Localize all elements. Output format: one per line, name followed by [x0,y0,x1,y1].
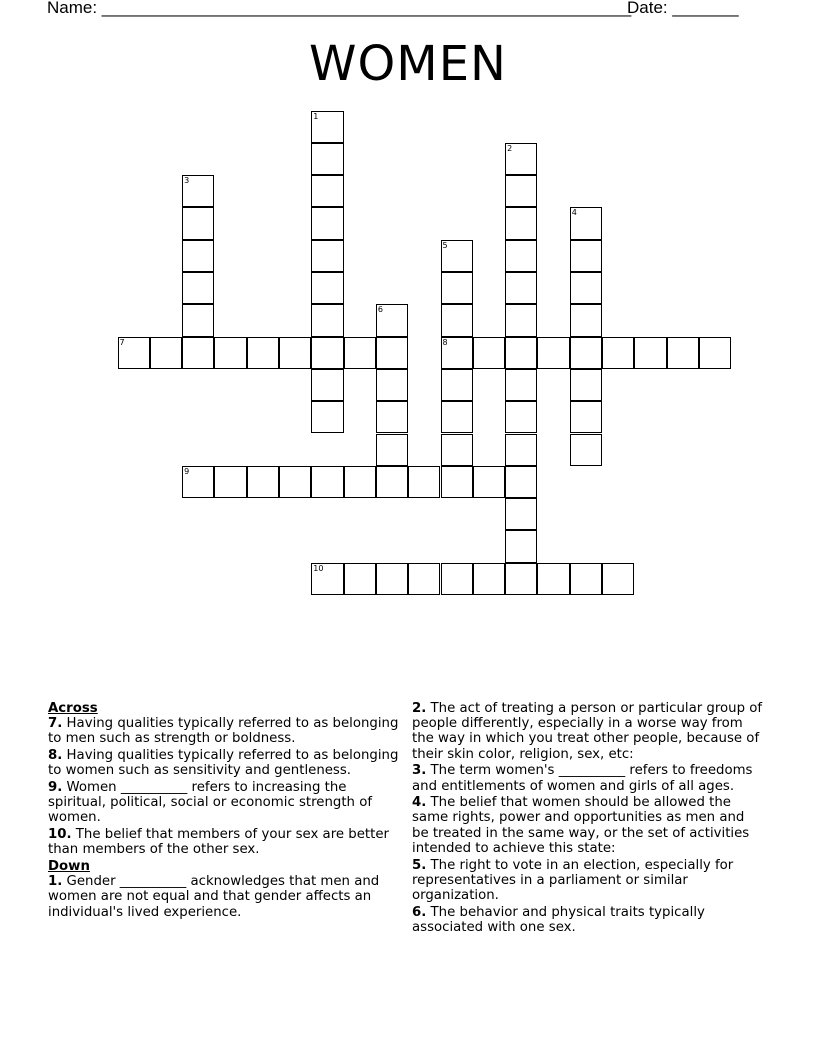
crossword-cell[interactable] [537,563,569,595]
crossword-cell[interactable] [118,337,150,369]
clue-number: 10. [48,827,72,843]
crossword-cell[interactable] [311,369,343,401]
cell-number: 7 [119,337,125,347]
crossword-cell[interactable] [182,240,214,272]
crossword-cell[interactable] [182,272,214,304]
crossword-cell[interactable] [247,337,279,369]
crossword-cell[interactable] [311,272,343,304]
clue-down-3 [412,763,764,793]
cell-number: 2 [507,143,513,153]
clue-number: 5. [412,857,427,873]
crossword-cell[interactable] [505,304,537,336]
clue-down-4 [412,795,764,856]
crossword-cell[interactable] [441,337,473,369]
clue-number: 7. [48,716,63,732]
crossword-cell[interactable] [182,175,214,207]
crossword-cell[interactable] [311,207,343,239]
crossword-cell[interactable] [570,434,602,466]
crossword-cell[interactable] [441,369,473,401]
clue-number: 9. [48,780,63,796]
cell-number: 10 [313,563,324,573]
cell-number: 3 [184,176,190,186]
crossword-cell[interactable] [441,401,473,433]
crossword-cell[interactable] [505,337,537,369]
clue-text: Having qualities typically referred to as belonging to men such as strength or boldness. [48,716,399,747]
clue-across-8 [48,748,400,778]
cell-number: 5 [442,240,448,250]
cell-number: 1 [313,111,319,121]
crossword-cell[interactable] [344,563,376,595]
crossword-cell[interactable] [311,563,343,595]
clue-number: 2. [412,701,427,716]
crossword-cell[interactable] [214,337,246,369]
crossword-cell[interactable] [279,466,311,498]
crossword-cell[interactable] [602,563,634,595]
clue-number: 4. [412,795,427,811]
crossword-cell[interactable] [311,111,343,143]
crossword-cell[interactable] [344,337,376,369]
crossword-cell[interactable] [376,434,408,466]
crossword-cell[interactable] [505,401,537,433]
crossword-cell[interactable] [214,466,246,498]
crossword-cell[interactable] [376,304,408,336]
clue-text: Gender __________ acknowledges that men and women are not equal and that gender affects an individual's lived experience. [48,874,380,920]
crossword-cell[interactable] [505,175,537,207]
crossword-cell[interactable] [376,401,408,433]
crossword-cell[interactable] [570,304,602,336]
crossword-cell[interactable] [311,143,343,175]
crossword-cell[interactable] [441,240,473,272]
clue-down-1 [48,874,400,920]
crossword-cell[interactable] [441,563,473,595]
crossword-cell[interactable] [376,466,408,498]
cell-number: 4 [571,208,577,218]
clue-text: Women __________ refers to increasing the spiritual, political, social or economic strength of women. [48,780,373,826]
clue-down-6 [412,905,764,935]
crossword-cell[interactable] [344,466,376,498]
crossword-cell[interactable] [376,337,408,369]
crossword-cell[interactable] [505,498,537,530]
clue-across-9 [48,780,400,826]
crossword-cell[interactable] [311,466,343,498]
crossword-cell[interactable] [182,304,214,336]
crossword-cell[interactable] [634,337,666,369]
across-heading: Across [48,701,98,716]
clue-across-10 [48,827,400,857]
crossword-cell[interactable] [570,272,602,304]
crossword-cell[interactable] [376,563,408,595]
crossword-cell[interactable] [408,563,440,595]
crossword-cell[interactable] [311,304,343,336]
crossword-cell[interactable] [505,530,537,562]
crossword-cell[interactable] [473,337,505,369]
crossword-cell[interactable] [182,466,214,498]
clue-text: The belief that women should be allowed the same rights, power and opportunities as men and be treated in the same way, or the set of activities intended to achieve this state: [412,795,750,856]
crossword-cell[interactable] [505,240,537,272]
clues-column-right [412,701,764,937]
crossword-cell[interactable] [279,337,311,369]
crossword-cell[interactable] [570,563,602,595]
crossword-cell[interactable] [311,240,343,272]
crossword-cell[interactable] [505,369,537,401]
clue-across-7 [48,716,400,746]
crossword-cell[interactable] [505,272,537,304]
crossword-cell[interactable] [311,337,343,369]
clue-number: 6. [412,904,427,920]
clue-number: 1. [48,874,63,890]
date-field-label: Date: _______ [627,0,739,17]
clue-text: Having qualities typically referred to as belonging to women such as sensitivity and gentleness. [48,748,399,779]
clue-text: The belief that members of your sex are better than members of the other sex. [48,827,389,858]
crossword-cell[interactable] [570,240,602,272]
clue-number: 8. [48,748,63,764]
crossword-cell[interactable] [699,337,731,369]
crossword-cell[interactable] [408,466,440,498]
crossword-cell[interactable] [311,401,343,433]
cell-number: 9 [184,466,190,476]
clue-number: 3. [412,763,427,779]
clues-column-left [48,701,400,921]
clue-text: The right to vote in an election, especially for representatives in a parliament or similar organization. [412,857,734,903]
crossword-cell[interactable] [667,337,699,369]
crossword-cell[interactable] [570,369,602,401]
crossword-cell[interactable] [441,304,473,336]
crossword-cell[interactable] [570,207,602,239]
crossword-cell[interactable] [376,369,408,401]
crossword-cell[interactable] [247,466,279,498]
down-heading: Down [48,859,90,875]
crossword-cell[interactable] [441,434,473,466]
name-field-label: Name: ________________________________________________________ [47,0,632,17]
crossword-cell[interactable] [505,563,537,595]
crossword-cell[interactable] [441,466,473,498]
crossword-cell[interactable] [441,272,473,304]
cell-number: 6 [377,305,383,315]
cell-number: 8 [442,337,448,347]
crossword-cell[interactable] [602,337,634,369]
clue-text: The behavior and physical traits typically associated with one sex. [412,904,705,935]
crossword-cell[interactable] [473,466,505,498]
crossword-cell[interactable] [570,401,602,433]
clue-text: The term women's __________ refers to freedoms and entitlements of women and girls of all ages. [412,763,753,794]
crossword-cell[interactable] [150,337,182,369]
clue-down-2 [412,701,764,762]
crossword-cell[interactable] [570,337,602,369]
crossword-cell[interactable] [505,466,537,498]
clue-down-5 [412,858,764,904]
crossword-cell[interactable] [182,207,214,239]
crossword-cell[interactable] [505,207,537,239]
crossword-cell[interactable] [311,175,343,207]
crossword-cell[interactable] [182,337,214,369]
clue-text: The act of treating a person or particular group of people differently, especially in a worse way from the way in which you treat other people, because of their skin color, religion, sex, etc: [412,701,763,762]
crossword-cell[interactable] [505,434,537,466]
crossword-cell[interactable] [505,143,537,175]
crossword-cell[interactable] [537,337,569,369]
puzzle-title: WOMEN [309,36,507,92]
crossword-cell[interactable] [473,563,505,595]
